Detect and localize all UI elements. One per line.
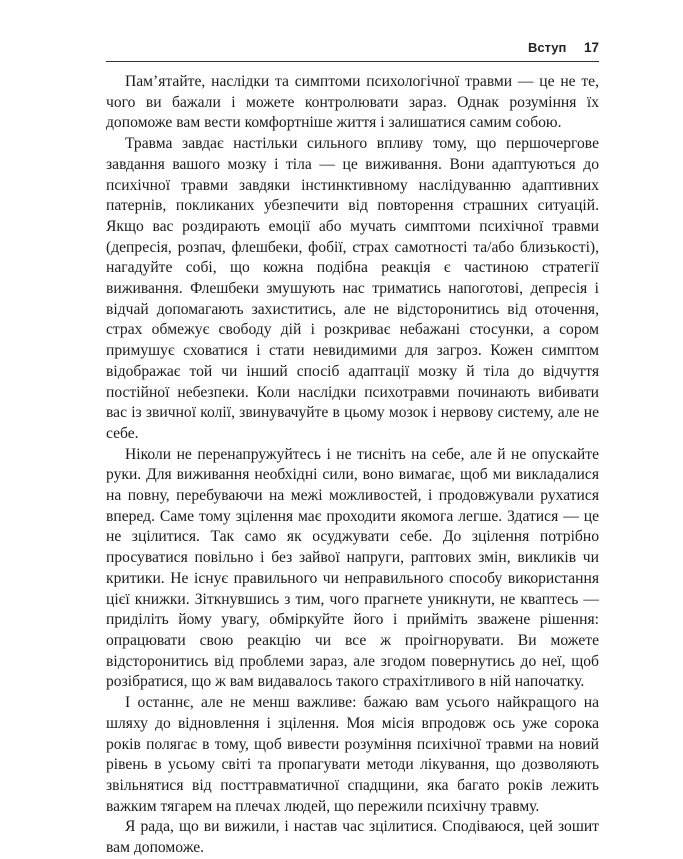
paragraph: Я рада, що ви вижили, і настав час зцілитися. Сподіваюся, цей зошит вам допоможе. bbox=[106, 818, 599, 857]
paragraph: Пам’ятайте, наслідки та симптоми психологічної травми — це не те, чого ви бажали і можете контролювати зараз. Однак розуміння їх допоможе вам вести комфортніше життя і залишатися самим собою. bbox=[106, 73, 599, 132]
page-number: 17 bbox=[583, 40, 599, 55]
section-title: Вступ bbox=[527, 40, 567, 55]
running-header bbox=[106, 40, 599, 62]
body-text bbox=[106, 72, 599, 859]
header-rule bbox=[106, 61, 599, 62]
paragraph: Травма завдає настільки сильного впливу тому, що першочергове завдання вашого мозку і тіла — це виживання. Вони адаптуються до психічної травми завдяки інстинктивному наслідуванню адаптивних патернів, покликаних убезпечити від повторення страшних ситуацій. Якщо вас роздирають емоції або мучать симптоми психічної травми (депресія, розпач, флешбеки, фобії, страх самотності та/або близькості), нагадуйте собі, що кожна подібна реакція є частиною стратегії виживання. Флешбеки змушують нас триматись напоготові, депресія і відчай допомагають захиститись, але не відсторонитись від оточення, страх обмежує свободу дій і розкриває небажані стосунки, а сором примушує сховатися і стати невидимими для загроз. Кожен симптом відображає той чи інший спосіб адаптації мозку й тіла до відчуття постійної небезпеки. Коли наслідки психотравми починають вибивати вас із звичної колії, звинувачуйте в цьому мозок і нервову систему, але не себе. bbox=[106, 135, 599, 442]
paragraph: І останнє, але не менш важливе: бажаю вам усього найкращого на шляху до відновлення і зцілення. Моя місія впродовж ось уже сорока років полягає в тому, щоб вивести розуміння психічної травми на новий рівень в усьому світі та пропагувати методи лікування, що дозволяють звільнятися від посттравматичної спадщини, яка багато років лежить важким тягарем на плечах людей, що пережили психічну травму. bbox=[106, 694, 599, 815]
paragraph: Ніколи не перенапружуйтесь і не тисніть на себе, але й не опускайте руки. Для виживання необхідні сили, воно вимагає, щоб ми викладалися на повну, перебуваючи на межі можливостей, і продовжували рухатися вперед. Саме тому зцілення має проходити якомога легше. Здатися — це не зцілитися. Так само як осуджувати себе. До зцілення потрібно просуватися повільно і без зайвої напруги, раптових змін, викликів чи критики. Не існує правильного чи неправильного способу використання цієї книжки. Зіткнувшись з тим, чого прагнете уникнути, не кваптесь — приділіть йому увагу, обміркуйте його і прийміть зважене рішення: опрацювати свою реакцію чи все ж проігнорувати. Ви можете відсторонитись від проблеми зараз, але згодом повернутись до неї, щоб розібратися, що ж вам видавалось такого страхітливого в ній напочатку. bbox=[106, 445, 599, 691]
